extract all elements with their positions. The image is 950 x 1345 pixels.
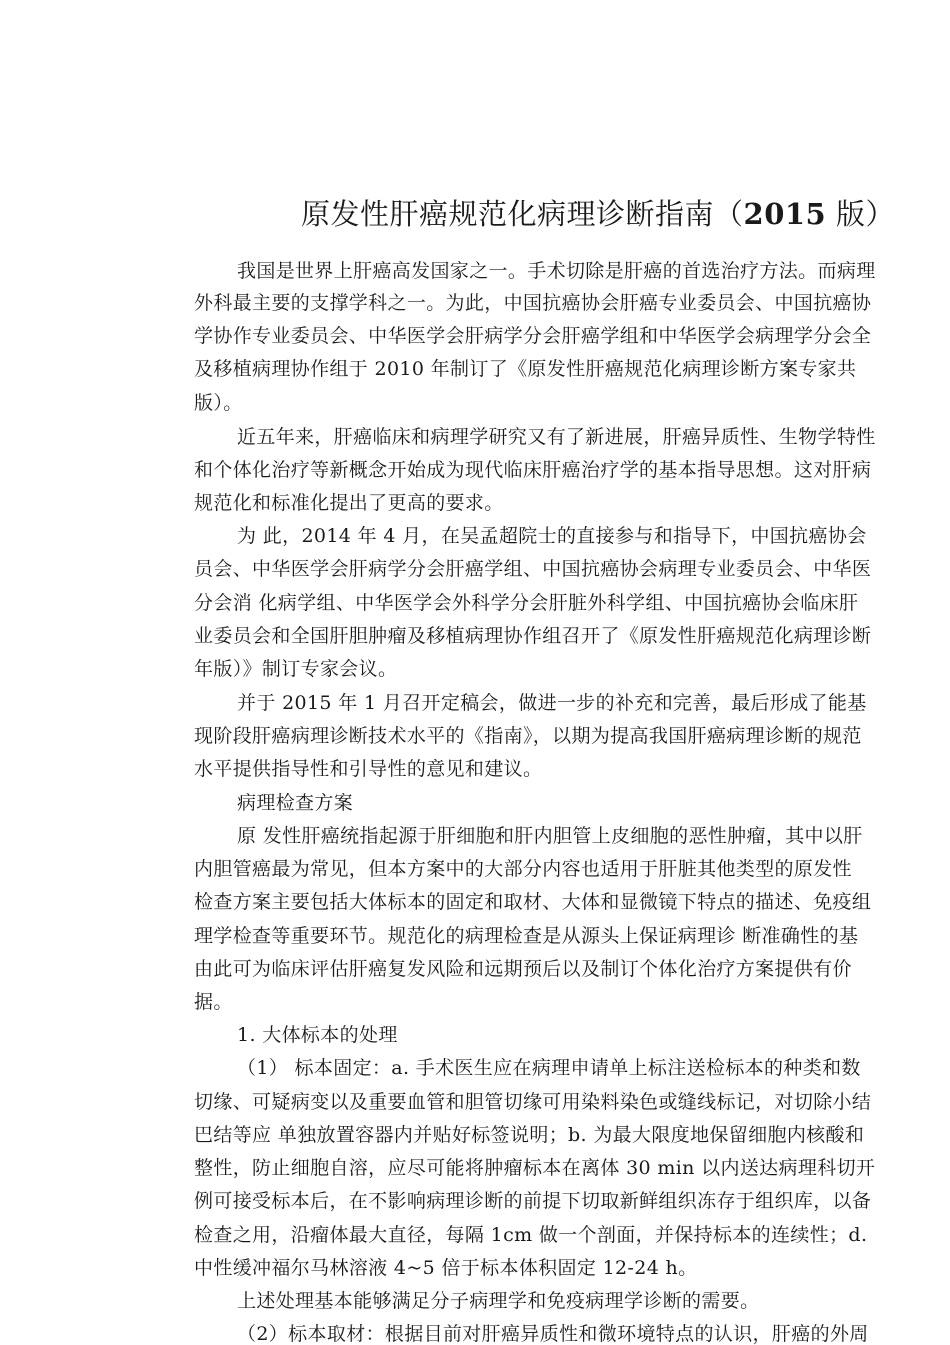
paragraph-line: 据。 xyxy=(194,991,233,1013)
paragraph-line: 我国是世界上肝癌高发国家之一。手术切除是肝癌的首选治疗方法。而病理 xyxy=(237,260,876,282)
section-heading: 病理检查方案 xyxy=(237,792,354,814)
paragraph-line: 切缘、可疑病变以及重要血管和胆管切缘可用染料染色或缝线标记，对切除小结 xyxy=(194,1091,872,1113)
paragraph-line: （1） 标本固定：a. 手术医生应在病理申请单上标注送检标本的种类和数 xyxy=(237,1057,861,1079)
paragraph-line: 学协作专业委员会、中华医学会肝病学分会肝癌学组和中华医学会病理学分会全 xyxy=(194,325,872,347)
paragraph-line: （2）标本取材：根据目前对肝癌异质性和微环境特点的认识，肝癌的外周 xyxy=(237,1323,869,1345)
paragraph-line: 检查方案主要包括大体标本的固定和取材、大体和显微镜下特点的描述、免疫组 xyxy=(194,891,872,913)
paragraph-line: 版）。 xyxy=(194,392,243,414)
paragraph-line: 员会、中华医学会肝病学分会肝癌学组、中国抗癌协会病理专业委员会、中华医 xyxy=(194,558,872,580)
paragraph-line: 上述处理基本能够满足分子病理学和免疫病理学诊断的需要。 xyxy=(237,1290,760,1312)
paragraph-line: 巴结等应 单独放置容器内并贴好标签说明；b. 为最大限度地保留细胞内核酸和 xyxy=(194,1124,865,1146)
paragraph-line: 外科最主要的支撑学科之一。为此，中国抗癌协会肝癌专业委员会、中国抗癌协 xyxy=(194,292,872,314)
title-tail: 版） xyxy=(826,197,895,231)
paragraph-line: 由此可为临床评估肝癌复发风险和远期预后以及制订个体化治疗方案提供有价 xyxy=(194,958,852,980)
paragraph-line: 例可接受标本后，在不影响病理诊断的前提下切取新鲜组织冻存于组织库，以备 xyxy=(194,1190,872,1212)
title-main: 原发性肝癌规范化病理诊断指南（ xyxy=(301,197,744,231)
paragraph-line: 原 发性肝癌统指起源于肝细胞和肝内胆管上皮细胞的恶性肿瘤，其中以肝 xyxy=(237,825,863,847)
paragraph-line: 和个体化治疗等新概念开始成为现代临床肝癌治疗学的基本指导思想。这对肝病 xyxy=(194,459,872,481)
paragraph-line: 整性，防止细胞自溶，应尽可能将肿瘤标本在离体 30 min 以内送达病理科切开 xyxy=(194,1157,876,1179)
paragraph-line: 规范化和标准化提出了更高的要求。 xyxy=(194,492,504,514)
paragraph-line: 近五年来，肝癌临床和病理学研究又有了新进展，肝癌异质性、生物学特性 xyxy=(237,426,876,448)
title-year: 2015 xyxy=(743,197,827,231)
paragraph-line: 检查之用，沿瘤体最大直径，每隔 1cm 做一个剖面，并保持标本的连续性；d. xyxy=(194,1224,868,1246)
paragraph-line: 水平提供指导性和引导性的意见和建议。 xyxy=(194,758,543,780)
document-title xyxy=(301,190,895,238)
paragraph-line: 及移植病理协作组于 2010 年制订了《原发性肝癌规范化病理诊断方案专家共 xyxy=(194,358,857,380)
paragraph-line: 并于 2015 年 1 月召开定稿会，做进一步的补充和完善，最后形成了能基 xyxy=(237,692,867,714)
paragraph-line: 年版）》制订专家会议。 xyxy=(194,658,398,680)
paragraph-line: 业委员会和全国肝胆肿瘤及移植病理协作组召开了《原发性肝癌规范化病理诊断 xyxy=(194,625,872,647)
paragraph-line: 分会消 化病学组、中华医学会外科学分会肝脏外科学组、中国抗癌协会临床肝 xyxy=(194,592,859,614)
paragraph-line: 中性缓冲福尔马林溶液 4~5 倍于标本体积固定 12-24 h。 xyxy=(194,1257,698,1279)
paragraph-line: 为 此，2014 年 4 月，在吴孟超院士的直接参与和指导下，中国抗癌协会 xyxy=(237,525,867,547)
subsection-heading: 1. 大体标本的处理 xyxy=(237,1024,398,1046)
paragraph-line: 现阶段肝癌病理诊断技术水平的《指南》，以期为提高我国肝癌病理诊断的规范 xyxy=(194,725,862,747)
paragraph-line: 内胆管癌最为常见，但本方案中的大部分内容也适用于肝脏其他类型的原发性 xyxy=(194,858,852,880)
paragraph-line: 理学检查等重要环节。规范化的病理检查是从源头上保证病理诊 断准确性的基 xyxy=(194,925,859,947)
